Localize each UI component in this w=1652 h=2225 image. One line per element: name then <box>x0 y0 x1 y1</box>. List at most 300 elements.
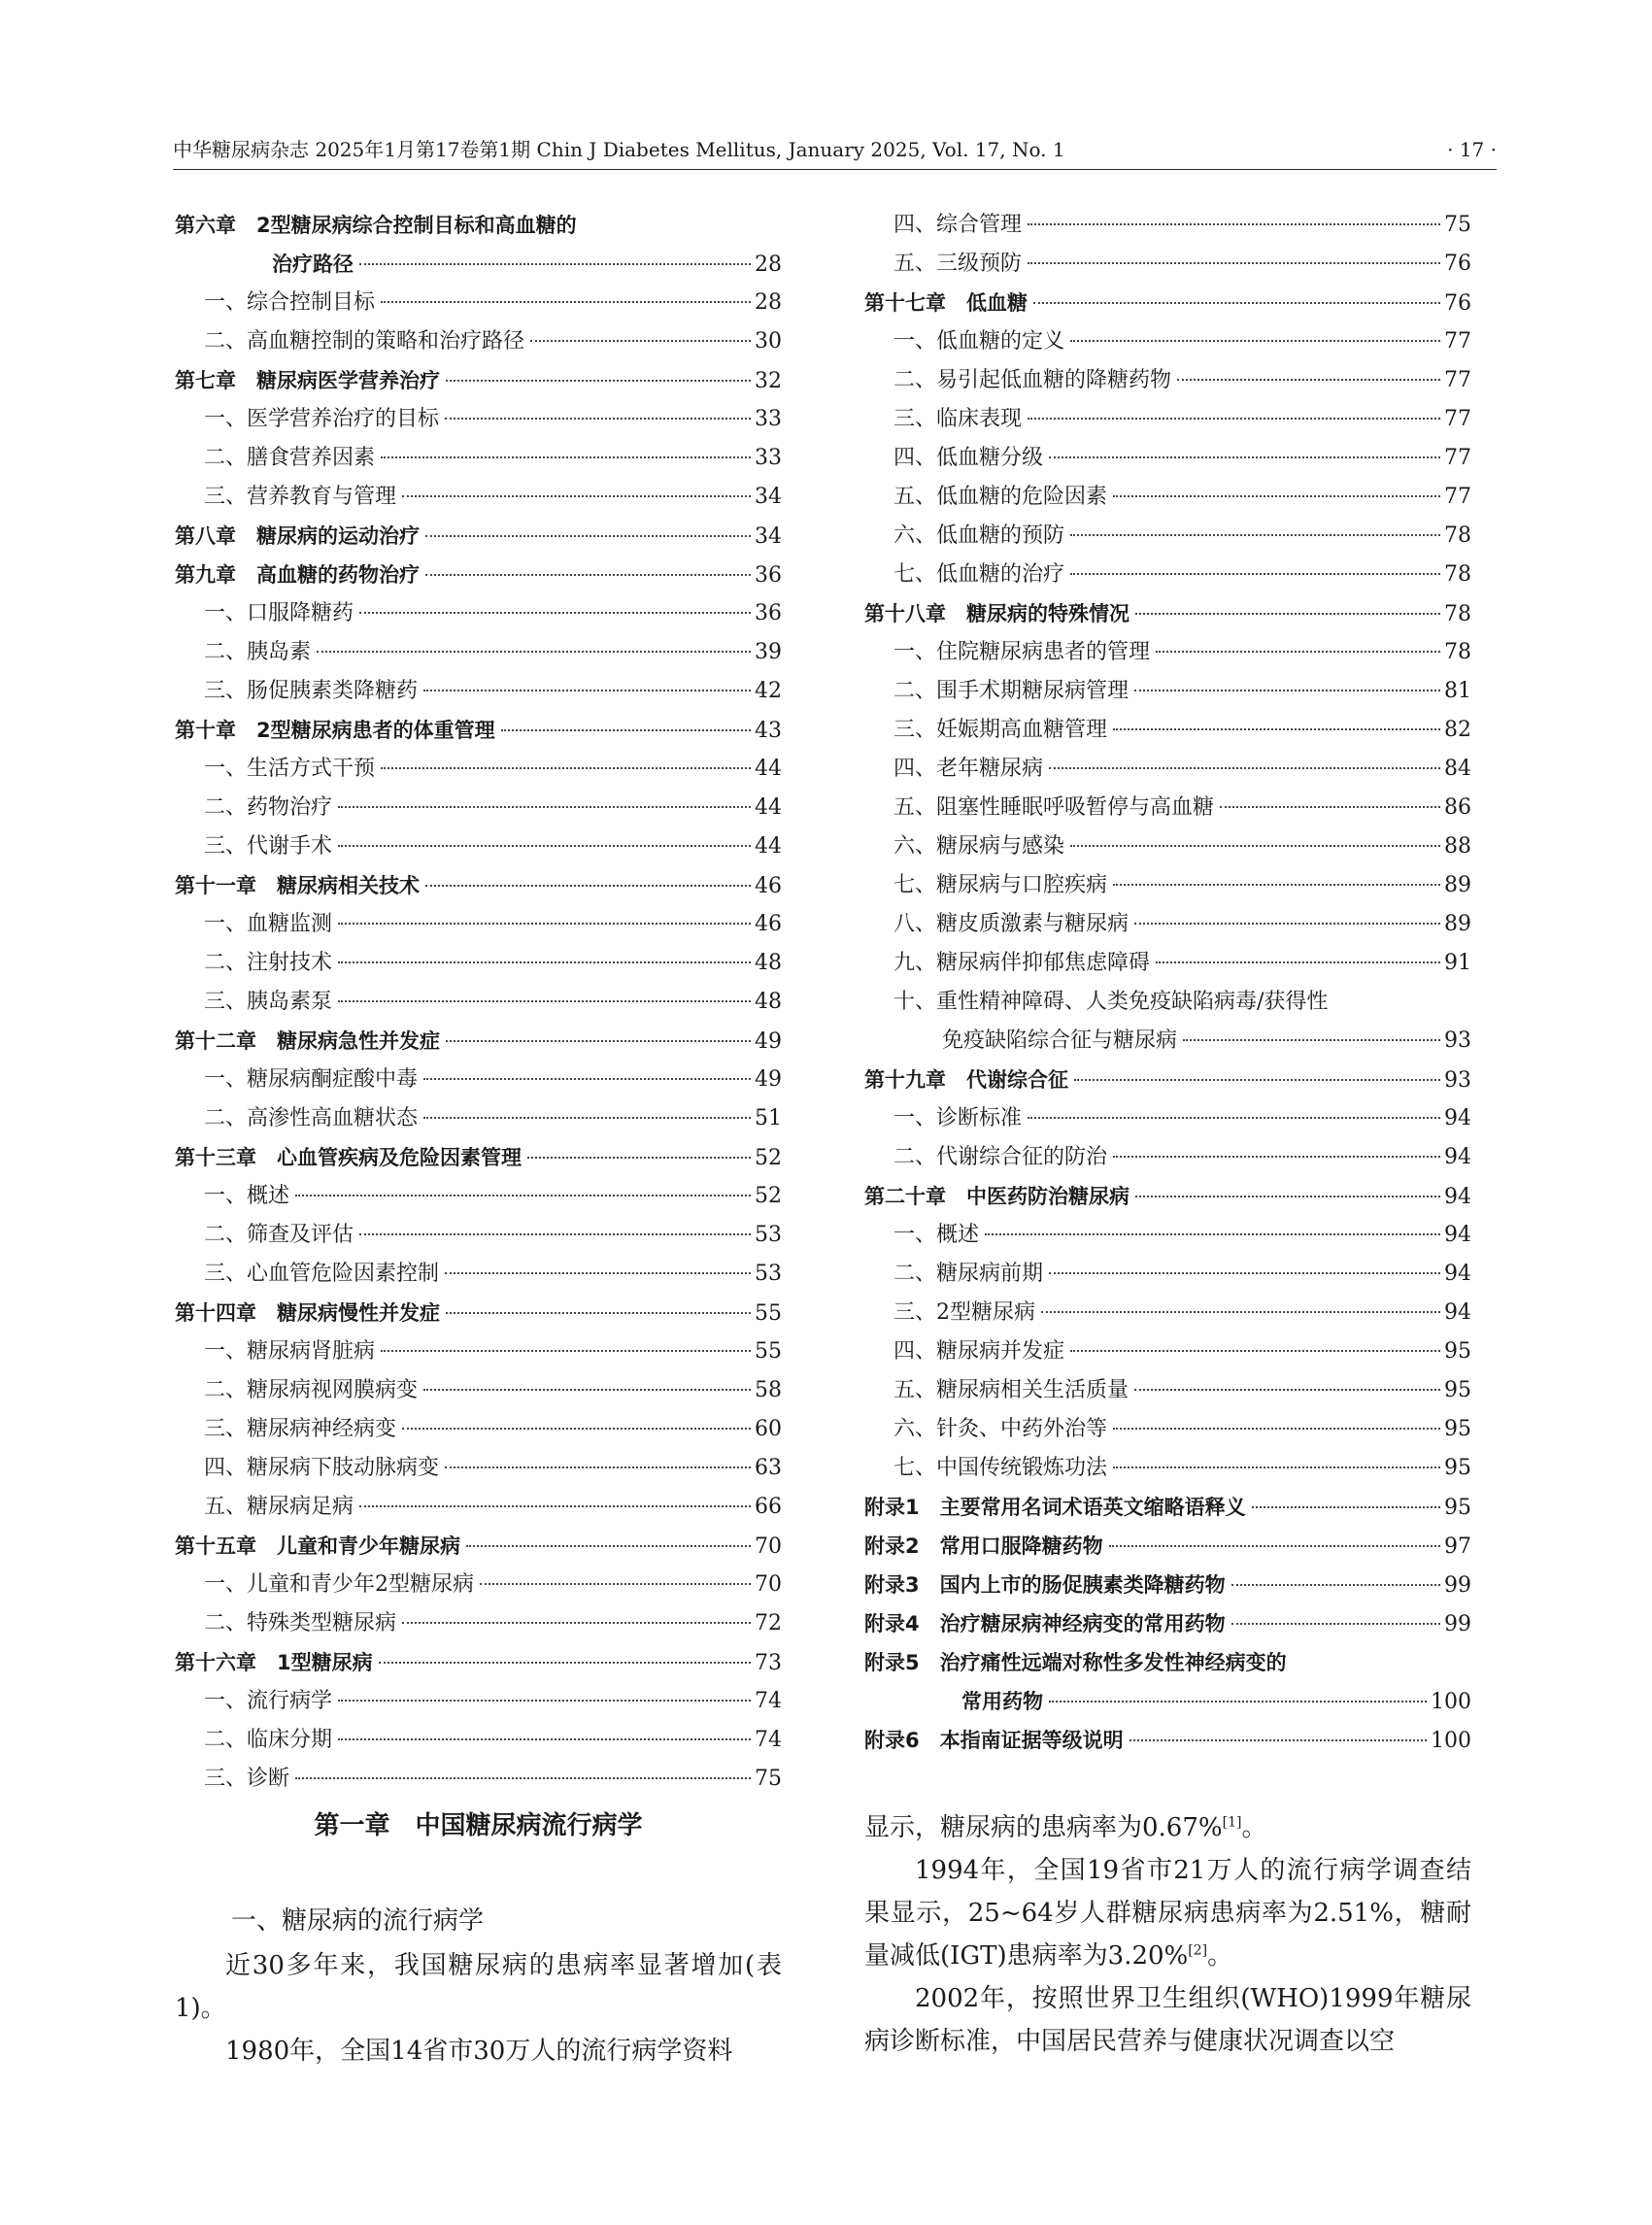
toc-entry-title: 四、低血糖分级 <box>893 446 1044 470</box>
toc-section-entry[interactable] <box>864 556 1471 594</box>
toc-leader-dots <box>1070 844 1440 847</box>
toc-chapter-entry[interactable] <box>175 361 782 400</box>
toc-leader-dots <box>423 1388 751 1391</box>
toc-page-number: 60 <box>755 1417 782 1441</box>
toc-entry-title: 第十七章 低血糖 <box>864 291 1028 315</box>
toc-leader-dots <box>317 650 751 653</box>
toc-chapter-entry[interactable] <box>864 1721 1471 1760</box>
toc-chapter-entry[interactable] <box>864 594 1471 633</box>
toc-section-entry[interactable] <box>175 983 782 1022</box>
toc-chapter-entry[interactable] <box>864 1682 1471 1721</box>
toc-chapter-entry[interactable] <box>175 1022 782 1061</box>
toc-section-entry[interactable] <box>175 1177 782 1216</box>
toc-page-number: 48 <box>755 951 782 975</box>
toc-page-number: 86 <box>1444 795 1471 820</box>
toc-section-entry[interactable] <box>864 400 1471 439</box>
toc-leader-dots <box>381 455 751 458</box>
toc-page-number: 49 <box>755 1029 782 1054</box>
toc-leader-dots <box>359 262 751 265</box>
chapter-heading: 第一章 中国糖尿病流行病学 <box>314 1811 643 1840</box>
toc-leader-dots <box>446 1311 751 1314</box>
toc-section-entry[interactable] <box>175 1061 782 1099</box>
journal-citation: 中华糖尿病杂志 2025年1月第17卷第1期 Chin J Diabetes Mellitus, January 2025, Vol. 17, No. 1 <box>173 138 1065 161</box>
toc-entry-title: 十、重性精神障碍、人类免疫缺陷病毒/获得性 <box>893 990 1329 1014</box>
toc-page-number: 95 <box>1444 1496 1471 1520</box>
toc-page-number: 93 <box>1444 1028 1471 1053</box>
toc-entry-title: 二、围手术期糖尿病管理 <box>893 679 1129 703</box>
toc-section-entry[interactable] <box>175 1682 782 1721</box>
toc-entry-title: 三、临床表现 <box>893 407 1023 431</box>
toc-section-entry[interactable] <box>175 633 782 672</box>
toc-entry-title: 一、诊断标准 <box>893 1106 1023 1130</box>
toc-page-number: 94 <box>1444 1106 1471 1130</box>
toc-entry-title: 第十六章 1型糖尿病 <box>175 1651 373 1674</box>
body-left-column <box>175 1944 782 2073</box>
toc-page-number: 95 <box>1444 1378 1471 1402</box>
toc-entry-title: 附录4 治疗糖尿病神经病变的常用药物 <box>864 1612 1226 1635</box>
toc-leader-dots <box>1231 1622 1440 1625</box>
toc-page-number: 32 <box>755 369 782 393</box>
toc-page-number: 55 <box>755 1301 782 1326</box>
toc-leader-dots <box>295 1776 751 1779</box>
toc-page-number: 44 <box>755 795 782 820</box>
toc-section-entry[interactable] <box>864 517 1471 556</box>
toc-page-number: 51 <box>755 1106 782 1130</box>
toc-page-number: 33 <box>755 407 782 431</box>
toc-section-entry[interactable] <box>175 1255 782 1294</box>
toc-page-number: 39 <box>755 640 782 664</box>
toc-leader-dots <box>1156 650 1440 653</box>
toc-entry-title: 三、诊断 <box>204 1767 290 1791</box>
toc-chapter-entry[interactable] <box>864 1604 1471 1643</box>
toc-chapter-entry[interactable] <box>175 1138 782 1177</box>
toc-section-entry[interactable] <box>175 1721 782 1760</box>
toc-page-number: 70 <box>755 1534 782 1559</box>
toc-section-entry[interactable] <box>864 827 1471 866</box>
toc-leader-dots <box>338 999 751 1002</box>
toc-entry-title: 七、中国传统锻炼功法 <box>893 1456 1108 1480</box>
toc-entry-title: 六、针灸、中药外治等 <box>893 1417 1108 1441</box>
toc-leader-dots <box>530 339 751 342</box>
toc-page-number: 89 <box>1444 873 1471 897</box>
toc-section-entry[interactable] <box>864 866 1471 905</box>
toc-entry-title: 四、糖尿病并发症 <box>893 1339 1065 1364</box>
toc-entry-title: 九、糖尿病伴抑郁焦虑障碍 <box>893 951 1151 975</box>
toc-leader-dots <box>1231 1583 1440 1586</box>
toc-page-number: 88 <box>1444 834 1471 859</box>
toc-leader-dots <box>1049 1271 1440 1274</box>
toc-page-number: 72 <box>755 1611 782 1635</box>
toc-entry-title: 二、药物治疗 <box>204 795 333 820</box>
toc-page-number: 95 <box>1444 1417 1471 1441</box>
toc-entry-title: 二、临床分期 <box>204 1728 333 1752</box>
toc-chapter-entry[interactable] <box>175 556 782 594</box>
toc-leader-dots <box>1070 1349 1440 1352</box>
paragraph-text: 。 <box>1241 1813 1267 1842</box>
toc-page-number: 74 <box>755 1689 782 1713</box>
toc-leader-dots <box>1134 1388 1440 1391</box>
toc-entry-title: 一、概述 <box>204 1184 290 1208</box>
toc-entry-title: 一、儿童和青少年2型糖尿病 <box>204 1572 474 1597</box>
toc-page-number: 66 <box>755 1495 782 1519</box>
toc-entry-title: 二、糖尿病前期 <box>893 1262 1044 1286</box>
toc-section-entry[interactable] <box>175 400 782 439</box>
toc-leader-dots <box>359 611 751 614</box>
toc-entry-title: 附录3 国内上市的肠促胰素类降糖药物 <box>864 1573 1226 1597</box>
toc-leader-dots <box>402 1621 751 1624</box>
toc-leader-dots <box>1113 494 1440 497</box>
toc-entry-title: 二、高血糖控制的策略和治疗路径 <box>204 329 525 354</box>
toc-leader-dots <box>1049 455 1440 458</box>
toc-chapter-entry[interactable] <box>864 1566 1471 1604</box>
toc-leader-dots <box>1028 1116 1440 1119</box>
toc-entry-title: 二、膳食营养因素 <box>204 446 376 470</box>
toc-chapter-entry[interactable] <box>864 1527 1471 1566</box>
toc-entry-title: 二、糖尿病视网膜病变 <box>204 1378 419 1402</box>
toc-section-entry[interactable] <box>864 1371 1471 1410</box>
toc-page-number: 55 <box>755 1339 782 1364</box>
toc-entry-title: 三、胰岛素泵 <box>204 990 333 1014</box>
toc-page-number: 76 <box>1444 252 1471 276</box>
toc-page-number: 84 <box>1444 757 1471 781</box>
toc-leader-dots <box>446 1039 751 1042</box>
toc-leader-dots <box>381 300 751 303</box>
toc-entry-title: 一、血糖监测 <box>204 912 333 936</box>
toc-entry-title: 一、口服降糖药 <box>204 601 354 625</box>
toc-entry-title: 第十三章 心血管疾病及危险因素管理 <box>175 1146 522 1169</box>
toc-section-entry[interactable] <box>175 478 782 517</box>
toc-section-entry[interactable] <box>175 789 782 827</box>
toc-right-column <box>864 206 1471 1760</box>
toc-leader-dots <box>1113 1155 1440 1158</box>
toc-entry-title: 一、综合控制目标 <box>204 290 376 315</box>
toc-entry-title: 附录6 本指南证据等级说明 <box>864 1729 1124 1752</box>
toc-entry-title: 五、三级预防 <box>893 252 1023 276</box>
toc-page-number: 94 <box>1444 1185 1471 1209</box>
toc-chapter-entry[interactable] <box>175 245 782 284</box>
toc-section-entry[interactable] <box>175 284 782 322</box>
toc-leader-dots <box>1028 417 1440 420</box>
toc-entry-title: 第十四章 糖尿病慢性并发症 <box>175 1301 440 1325</box>
toc-section-entry[interactable] <box>864 478 1471 517</box>
body-paragraph: 2002年，按照世界卫生组织(WHO)1999年糖尿病诊断标准，中国居民营养与健康状况调查以空 <box>864 1984 1471 2056</box>
toc-page-number: 75 <box>1444 213 1471 237</box>
toc-entry-title: 六、糖尿病与感染 <box>893 834 1065 859</box>
toc-page-number: 78 <box>1444 523 1471 548</box>
toc-section-entry[interactable] <box>864 983 1471 1022</box>
toc-page-number: 91 <box>1444 951 1471 975</box>
toc-section-entry[interactable] <box>175 1566 782 1604</box>
toc-page-number: 28 <box>755 290 782 315</box>
toc-leader-dots <box>1113 1466 1440 1468</box>
toc-leader-dots <box>402 494 751 497</box>
toc-leader-dots <box>1041 1310 1440 1313</box>
toc-section-entry[interactable] <box>175 439 782 478</box>
toc-leader-dots <box>445 1466 751 1468</box>
toc-section-entry[interactable] <box>864 672 1471 711</box>
toc-section-entry[interactable] <box>864 1410 1471 1449</box>
toc-page-number: 97 <box>1444 1534 1471 1559</box>
toc-entry-title: 三、肠促胰素类降糖药 <box>204 679 419 703</box>
toc-leader-dots <box>1113 883 1440 886</box>
toc-page-number: 58 <box>755 1378 782 1402</box>
toc-leader-dots <box>1070 339 1440 342</box>
toc-page-number: 34 <box>755 485 782 509</box>
toc-entry-title: 三、心血管危险因素控制 <box>204 1262 440 1286</box>
toc-leader-dots <box>985 1232 1440 1235</box>
toc-section-entry[interactable] <box>864 1294 1471 1332</box>
toc-leader-dots <box>338 1737 751 1740</box>
toc-chapter-entry[interactable] <box>864 1643 1471 1682</box>
toc-page-number: 43 <box>755 719 782 743</box>
toc-page-number: 94 <box>1444 1145 1471 1169</box>
toc-leader-dots <box>1113 1427 1440 1430</box>
toc-leader-dots <box>359 1232 751 1235</box>
toc-section-entry[interactable] <box>175 944 782 983</box>
toc-page-number: 78 <box>1444 602 1471 626</box>
toc-page-number: 93 <box>1444 1068 1471 1093</box>
toc-entry-title: 第八章 糖尿病的运动治疗 <box>175 524 420 548</box>
toc-page-number: 75 <box>755 1767 782 1791</box>
toc-section-entry[interactable] <box>175 672 782 711</box>
toc-section-entry[interactable] <box>175 1604 782 1643</box>
toc-leader-dots <box>1049 766 1440 769</box>
toc-entry-title: 三、糖尿病神经病变 <box>204 1417 397 1441</box>
toc-section-entry[interactable] <box>864 1255 1471 1294</box>
toc-leader-dots <box>381 1349 751 1352</box>
toc-section-entry[interactable] <box>864 206 1471 245</box>
toc-entry-title: 五、低血糖的危险因素 <box>893 485 1108 509</box>
toc-leader-dots <box>338 844 751 847</box>
toc-section-entry[interactable] <box>175 594 782 633</box>
toc-entry-title: 三、代谢手术 <box>204 834 333 859</box>
toc-page-number: 34 <box>755 524 782 549</box>
toc-page-number: 89 <box>1444 912 1471 936</box>
toc-leader-dots <box>480 1582 751 1585</box>
toc-leader-dots <box>381 766 751 769</box>
toc-entry-title: 三、营养教育与管理 <box>204 485 397 509</box>
toc-chapter-entry[interactable] <box>175 206 782 245</box>
toc-leader-dots <box>1134 689 1440 691</box>
toc-section-entry[interactable] <box>175 1410 782 1449</box>
toc-page-number: 95 <box>1444 1456 1471 1480</box>
toc-entry-title: 一、流行病学 <box>204 1689 333 1713</box>
toc-page-number: 100 <box>1431 1690 1471 1714</box>
toc-section-entry[interactable] <box>175 750 782 789</box>
toc-section-entry[interactable] <box>864 1216 1471 1255</box>
toc-chapter-entry[interactable] <box>175 866 782 905</box>
toc-entry-title: 四、糖尿病下肢动脉病变 <box>204 1456 440 1480</box>
toc-entry-title: 五、糖尿病相关生活质量 <box>893 1378 1129 1402</box>
toc-leader-dots <box>1033 301 1440 304</box>
toc-page-number: 77 <box>1444 407 1471 431</box>
toc-leader-dots <box>1177 378 1440 381</box>
toc-chapter-entry[interactable] <box>864 284 1471 322</box>
toc-page-number: 99 <box>1444 1573 1471 1598</box>
toc-chapter-entry[interactable] <box>864 1488 1471 1527</box>
toc-section-entry[interactable] <box>175 827 782 866</box>
toc-page-number: 77 <box>1444 329 1471 354</box>
toc-entry-title: 一、糖尿病肾脏病 <box>204 1339 376 1364</box>
toc-leader-dots <box>295 1194 751 1197</box>
toc-entry-title: 第六章 2型糖尿病综合控制目标和高血糖的 <box>175 214 577 237</box>
toc-section-entry[interactable] <box>864 361 1471 400</box>
toc-page-number: 78 <box>1444 562 1471 587</box>
toc-section-entry[interactable] <box>175 1332 782 1371</box>
citation-ref[interactable]: [2] <box>1188 1942 1208 1959</box>
toc-section-entry[interactable] <box>175 1760 782 1799</box>
body-paragraph <box>864 1806 1471 1849</box>
body-paragraph: 近30多年来，我国糖尿病的患病率显著增加(表1)。 <box>175 1951 782 2023</box>
toc-entry-title: 治疗路径 <box>272 253 354 276</box>
toc-leader-dots <box>1028 222 1440 225</box>
citation-ref[interactable]: [1] <box>1222 1814 1242 1831</box>
toc-entry-title: 第十五章 儿童和青少年糖尿病 <box>175 1534 460 1558</box>
toc-entry-title: 第七章 糖尿病医学营养治疗 <box>175 369 440 392</box>
toc-section-entry[interactable] <box>864 905 1471 944</box>
toc-chapter-entry[interactable] <box>175 711 782 750</box>
toc-leader-dots <box>1252 1505 1440 1508</box>
toc-entry-title: 二、筛查及评估 <box>204 1223 354 1247</box>
toc-entry-title: 七、糖尿病与口腔疾病 <box>893 873 1108 897</box>
toc-leader-dots <box>1113 727 1440 730</box>
toc-entry-title: 三、妊娠期高血糖管理 <box>893 718 1108 742</box>
toc-leader-dots <box>423 1116 751 1119</box>
toc-leader-dots <box>425 573 751 576</box>
toc-entry-title: 附录5 治疗痛性远端对称性多发性神经病变的 <box>864 1651 1287 1674</box>
toc-page-number: 78 <box>1444 640 1471 664</box>
toc-page-number: 63 <box>755 1456 782 1480</box>
toc-leader-dots <box>1028 261 1440 264</box>
toc-leader-dots <box>527 1156 751 1159</box>
toc-page-number: 94 <box>1444 1300 1471 1325</box>
page-number: · 17 · <box>1447 138 1497 161</box>
toc-page-number: 36 <box>755 563 782 588</box>
toc-leader-dots <box>1135 612 1440 615</box>
toc-leader-dots <box>1183 1038 1440 1041</box>
toc-entry-title: 三、2型糖尿病 <box>893 1300 1035 1325</box>
toc-entry-title: 第十九章 代谢综合征 <box>864 1068 1068 1092</box>
toc-page-number: 44 <box>755 834 782 859</box>
toc-leader-dots <box>1070 572 1440 575</box>
toc-leader-dots <box>445 417 751 420</box>
toc-section-entry[interactable] <box>864 1332 1471 1371</box>
toc-chapter-entry[interactable] <box>864 1061 1471 1099</box>
toc-chapter-entry[interactable] <box>175 1527 782 1566</box>
toc-section-entry[interactable] <box>864 944 1471 983</box>
toc-page-number: 52 <box>755 1184 782 1208</box>
toc-leader-dots <box>425 534 751 537</box>
toc-section-entry[interactable] <box>175 1099 782 1138</box>
toc-entry-title: 四、综合管理 <box>893 213 1023 237</box>
toc-entry-title: 一、糖尿病酮症酸中毒 <box>204 1067 419 1092</box>
toc-entry-title: 二、注射技术 <box>204 951 333 975</box>
toc-chapter-entry[interactable] <box>864 1177 1471 1216</box>
toc-page-number: 74 <box>755 1728 782 1752</box>
toc-leader-dots <box>1156 961 1440 963</box>
toc-page-number: 30 <box>755 329 782 354</box>
toc-page-number: 94 <box>1444 1262 1471 1286</box>
toc-section-entry[interactable] <box>864 439 1471 478</box>
toc-entry-title: 第十一章 糖尿病相关技术 <box>175 874 420 897</box>
toc-entry-title: 二、代谢综合征的防治 <box>893 1145 1108 1169</box>
toc-leader-dots <box>359 1504 751 1507</box>
toc-chapter-entry[interactable] <box>175 1294 782 1332</box>
toc-section-entry[interactable] <box>175 1449 782 1488</box>
toc-chapter-entry[interactable] <box>175 1643 782 1682</box>
toc-page-number: 77 <box>1444 368 1471 392</box>
toc-page-number: 99 <box>1444 1612 1471 1636</box>
toc-entry-title: 四、老年糖尿病 <box>893 757 1044 781</box>
toc-page-number: 82 <box>1444 718 1471 742</box>
section-heading: 一、糖尿病的流行病学 <box>231 1906 485 1936</box>
toc-page-number: 73 <box>755 1651 782 1675</box>
toc-section-entry[interactable] <box>175 1488 782 1527</box>
toc-entry-title: 一、概述 <box>893 1223 980 1247</box>
toc-chapter-entry[interactable] <box>175 517 782 556</box>
toc-page-number: 52 <box>755 1146 782 1170</box>
toc-leader-dots <box>402 1427 751 1430</box>
toc-page-number: 46 <box>755 912 782 936</box>
body-paragraph: 1980年，全国14省市30万人的流行病学资料 <box>225 2037 733 2066</box>
toc-section-entry[interactable] <box>175 1216 782 1255</box>
toc-section-entry[interactable] <box>175 905 782 944</box>
paragraph-text: 显示，糖尿病的患病率为0.67% <box>864 1813 1223 1842</box>
toc-entry-title: 六、低血糖的预防 <box>893 523 1065 548</box>
toc-leader-dots <box>1074 1078 1440 1081</box>
toc-section-entry[interactable] <box>864 1022 1471 1061</box>
toc-entry-title: 第十八章 糖尿病的特殊情况 <box>864 602 1129 625</box>
toc-page-number: 48 <box>755 990 782 1014</box>
toc-page-number: 76 <box>1444 291 1471 316</box>
toc-section-entry[interactable] <box>864 633 1471 672</box>
toc-leader-dots <box>423 689 751 691</box>
toc-section-entry[interactable] <box>175 1371 782 1410</box>
toc-section-entry[interactable] <box>864 789 1471 827</box>
toc-page-number: 95 <box>1444 1339 1471 1364</box>
toc-entry-title: 二、特殊类型糖尿病 <box>204 1611 397 1635</box>
toc-leader-dots <box>338 961 751 963</box>
toc-section-entry[interactable] <box>864 322 1471 361</box>
toc-section-entry[interactable] <box>864 750 1471 789</box>
toc-leader-dots <box>1129 1738 1427 1741</box>
toc-entry-title: 五、阻塞性睡眠呼吸暂停与高血糖 <box>893 795 1215 820</box>
toc-page-number: 100 <box>1431 1729 1471 1753</box>
toc-page-number: 77 <box>1444 446 1471 470</box>
paragraph-text: 1994年，全国19省市21万人的流行病学调查结果显示，25~64岁人群糖尿病患病率为2.51%，糖耐量减低(IGT)患病率为3.20% <box>864 1856 1471 1971</box>
toc-section-entry[interactable] <box>175 322 782 361</box>
toc-leader-dots <box>1135 1195 1440 1197</box>
toc-entry-title: 附录1 主要常用名词术语英文缩略语释义 <box>864 1496 1246 1519</box>
toc-page-number: 42 <box>755 679 782 703</box>
toc-entry-title: 免疫缺陷综合征与糖尿病 <box>942 1028 1178 1053</box>
toc-page-number: 94 <box>1444 1223 1471 1247</box>
toc-leader-dots <box>338 805 751 808</box>
toc-page-number: 53 <box>755 1223 782 1247</box>
toc-section-entry[interactable] <box>864 1449 1471 1488</box>
body-right-column <box>864 1806 1471 2063</box>
toc-section-entry[interactable] <box>864 1138 1471 1177</box>
toc-leader-dots <box>446 379 751 382</box>
toc-entry-title: 常用药物 <box>961 1690 1043 1713</box>
toc-page-number: 46 <box>755 874 782 898</box>
toc-leader-dots <box>466 1544 751 1547</box>
toc-section-entry[interactable] <box>864 245 1471 284</box>
toc-section-entry[interactable] <box>864 711 1471 750</box>
toc-page-number: 28 <box>755 253 782 277</box>
toc-section-entry[interactable] <box>864 1099 1471 1138</box>
toc-entry-title: 五、糖尿病足病 <box>204 1495 354 1519</box>
